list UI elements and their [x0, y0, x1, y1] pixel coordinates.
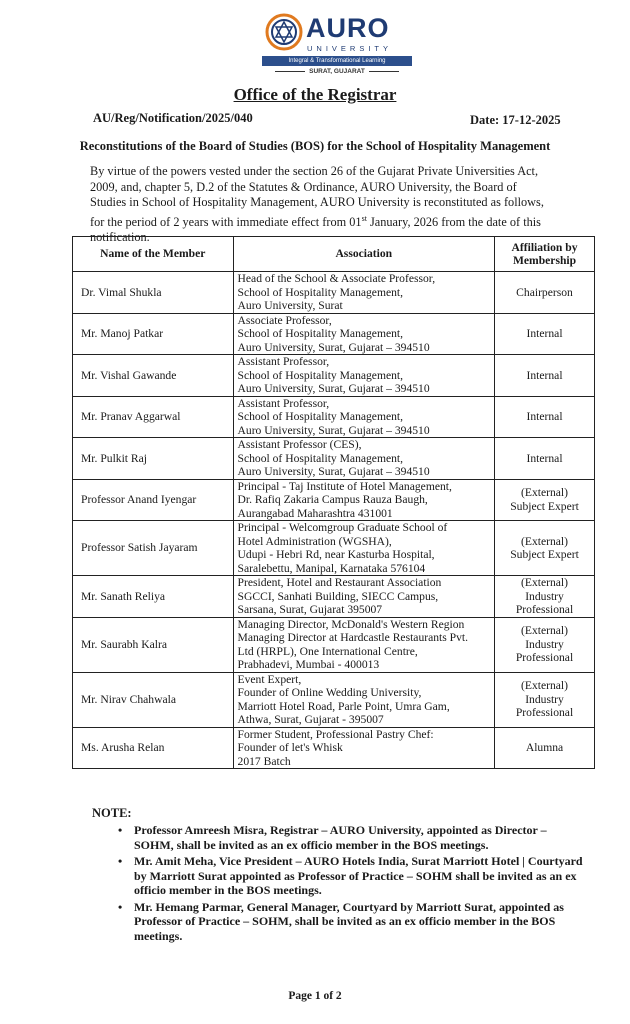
association-line: Founder of let's Whisk [237, 741, 343, 754]
member-name: Ms. Arusha Relan [81, 741, 165, 754]
member-name: Mr. Pranav Aggarwal [81, 410, 181, 423]
member-name-cell [73, 576, 234, 618]
association-line: Auro University, Surat, Gujarat – 394510 [237, 423, 430, 437]
member-name-cell [73, 672, 234, 727]
affiliation-line: Internal [526, 451, 563, 465]
table-row [73, 479, 595, 521]
affiliation-line: Subject Expert [510, 548, 579, 561]
association-line: Ltd (HRPL), One International Centre, [237, 644, 418, 658]
affiliation-line: (External) [521, 576, 569, 589]
member-affiliation-cell [495, 313, 595, 355]
member-name: Mr. Nirav Chahwala [81, 692, 176, 706]
member-association-cell [233, 479, 495, 521]
association-line: Athwa, Surat, Gujarat - 395007 [237, 713, 384, 726]
member-association-cell [233, 727, 495, 769]
member-association-cell [233, 617, 495, 672]
association-line: SGCCI, Sanhati Building, SIECC Campus, [237, 589, 439, 603]
member-name: Mr. Vishal Gawande [81, 368, 177, 382]
member-affiliation-cell [495, 479, 595, 521]
members-table [72, 236, 595, 769]
member-association-cell [233, 521, 495, 576]
notification-subject: Reconstitutions of the Board of Studies (BOS) for the School of Hospitality Management [79, 139, 551, 153]
member-affiliation-cell [495, 727, 595, 769]
association-line: Founder of Online Wedding University, [237, 686, 422, 699]
member-association-cell [233, 396, 495, 438]
affiliation-line: Alumna [525, 741, 564, 754]
member-name: Professor Anand Iyengar [81, 493, 197, 506]
member-affiliation-cell [495, 576, 595, 618]
association-line: School of Hospitality Management, [237, 368, 404, 382]
association-line: School of Hospitality Management, [237, 285, 404, 299]
association-line: Udupi - Hebri Rd, near Kasturba Hospital, [237, 548, 435, 561]
logo-subname: UNIVERSITY [307, 44, 393, 53]
affiliation-line: Professional [515, 651, 574, 665]
affiliation-line: Industry [525, 589, 564, 603]
member-affiliation-cell [495, 672, 595, 727]
member-name-cell [73, 617, 234, 672]
logo-name: AURO [306, 13, 390, 43]
intro-paragraph [90, 164, 552, 246]
member-association-cell [233, 672, 495, 727]
member-name-cell [73, 521, 234, 576]
association-line: Head of the School & Associate Professor, [237, 272, 436, 285]
lotus-emblem-icon [264, 12, 304, 52]
member-affiliation-cell [495, 438, 595, 480]
member-affiliation-cell [495, 396, 595, 438]
association-line: School of Hospitality Management, [237, 327, 404, 340]
member-association-cell [233, 355, 495, 397]
table-row [73, 672, 595, 727]
member-name: Professor Satish Jayaram [81, 541, 198, 555]
member-name: Mr. Saurabh Kalra [81, 637, 167, 651]
member-affiliation-cell [495, 521, 595, 576]
affiliation-line: Internal [526, 410, 563, 423]
member-name: Dr. Vimal Shukla [81, 285, 162, 299]
association-line: Principal - Welcomgroup Graduate School of [237, 521, 448, 534]
university-logo [262, 8, 412, 80]
notification-reference: AU/Reg/Notification/2025/040 [93, 111, 253, 125]
affiliation-line: Subject Expert [510, 499, 579, 513]
association-line: Marriott Hotel Road, Parle Point, Umra Gam, [237, 699, 450, 713]
column-header-name: Name of the Member [73, 237, 234, 272]
intro-text: By virtue of the powers vested under the section 26 of the Gujarat Private Universities Act, 2009, and, chapter 5, D.2 of the Statutes & Ordinance, AURO University, the Board of Studies in School of Hospitality Management, AURO University is reconstituted as follows, for the period of 2 years with immediate effect from 01 [90, 164, 544, 229]
association-line: Managing Director, McDonald's Western Region [237, 617, 465, 631]
member-name-cell [73, 272, 234, 314]
affiliation-line: Internal [526, 327, 563, 340]
note-item: • Mr. Amit Meha, Vice President – AURO Hotels India, Surat Marriott Hotel | Courtyard by Marriott Surat appointed as Professor of Practice – SOHM shall be invited as an ex officio member in the BOS meetings. [118, 854, 588, 898]
notification-date: Date: 17-12-2025 [470, 113, 561, 127]
association-line: Auro University, Surat, Gujarat – 394510 [237, 465, 430, 478]
affiliation-line: Professional [515, 603, 574, 616]
member-association-cell [233, 576, 495, 618]
member-name-cell [73, 396, 234, 438]
association-line: Former Student, Professional Pastry Chef: [237, 727, 434, 741]
intro-text-end: January, 2026 from the date of this notification. [90, 214, 541, 245]
association-line: Auro University, Surat [237, 299, 343, 312]
member-affiliation-cell [495, 617, 595, 672]
association-line: Dr. Rafiq Zakaria Campus Rauza Baugh, [237, 493, 428, 506]
page-number: Page 1 of 2 [288, 990, 342, 1002]
association-line: Principal - Taj Institute of Hotel Management, [237, 479, 452, 493]
member-affiliation-cell [495, 355, 595, 397]
note-item: • Professor Amreesh Misra, Registrar – AURO University, appointed as Director – SOHM, shall be invited as an ex officio member in the BOS meetings. [118, 823, 588, 852]
member-name: Mr. Pulkit Raj [81, 451, 148, 465]
table-row [73, 272, 595, 314]
association-line: Hotel Administration (WGSHA), [237, 534, 392, 548]
logo-tagline: Integral & Transformational Learning [262, 56, 412, 66]
association-line: Associate Professor, [237, 313, 332, 327]
affiliation-line: Chairperson [516, 285, 573, 299]
table-row [73, 617, 595, 672]
association-line: Saralebettu, Manipal, Karnataka 576104 [237, 561, 426, 575]
table-row [73, 576, 595, 618]
member-name: Mr. Sanath Reliya [81, 589, 166, 603]
table-header-row [73, 237, 595, 272]
association-line: Prabhadevi, Mumbai - 400013 [237, 658, 380, 671]
association-line: School of Hospitality Management, [237, 451, 404, 465]
members-table-body [73, 272, 595, 769]
affiliation-line: (External) [521, 486, 569, 500]
table-row [73, 521, 595, 576]
table-row [73, 396, 595, 438]
note-title: NOTE: [92, 806, 132, 820]
table-row [73, 355, 595, 397]
association-line: Sarsana, Surat, Gujarat 395007 [237, 603, 383, 616]
member-name-cell [73, 727, 234, 769]
intro-superscript: st [361, 213, 367, 223]
note-item: • Mr. Hemang Parmar, General Manager, Courtyard by Marriott Surat, appointed as Professor of Practice – SOHM, shall be invited as an ex officio member in the BOS meetings. [118, 900, 588, 944]
member-affiliation-cell [495, 272, 595, 314]
table-row [73, 727, 595, 769]
affiliation-line: Industry [525, 637, 564, 651]
member-association-cell [233, 272, 495, 314]
association-line: President, Hotel and Restaurant Association [237, 576, 442, 589]
association-line: Auro University, Surat, Gujarat – 394510 [237, 340, 430, 354]
association-line: Aurangabad Maharashtra 431001 [237, 506, 393, 520]
association-line: Assistant Professor (CES), [237, 438, 362, 451]
association-line: Assistant Professor, [237, 396, 330, 410]
member-name: Mr. Manoj Patkar [81, 327, 164, 340]
member-association-cell [233, 438, 495, 480]
affiliation-line: Industry [525, 692, 564, 706]
association-line: Managing Director at Hardcastle Restaurants Pvt. [237, 631, 469, 644]
association-line: Event Expert, [237, 672, 302, 686]
member-association-cell [233, 313, 495, 355]
association-line: 2017 Batch [237, 754, 291, 768]
member-name-cell [73, 438, 234, 480]
table-row [73, 438, 595, 480]
association-line: School of Hospitality Management, [237, 410, 404, 423]
affiliation-line: (External) [521, 679, 569, 693]
association-line: Assistant Professor, [237, 355, 330, 368]
member-name-cell [73, 355, 234, 397]
member-name-cell [73, 479, 234, 521]
affiliation-line: (External) [521, 534, 569, 548]
column-header-affiliation: Affiliation by Membership [495, 237, 595, 272]
member-name-cell [73, 313, 234, 355]
affiliation-line: (External) [521, 624, 569, 638]
table-row [73, 313, 595, 355]
column-header-association: Association [233, 237, 495, 272]
affiliation-line: Professional [515, 706, 574, 720]
logo-city: SURAT, GUJARAT [262, 68, 412, 75]
affiliation-line: Internal [526, 368, 563, 382]
notes-list [118, 823, 588, 945]
association-line: Auro University, Surat, Gujarat – 394510 [237, 382, 430, 395]
office-title: Office of the Registrar [233, 85, 397, 104]
